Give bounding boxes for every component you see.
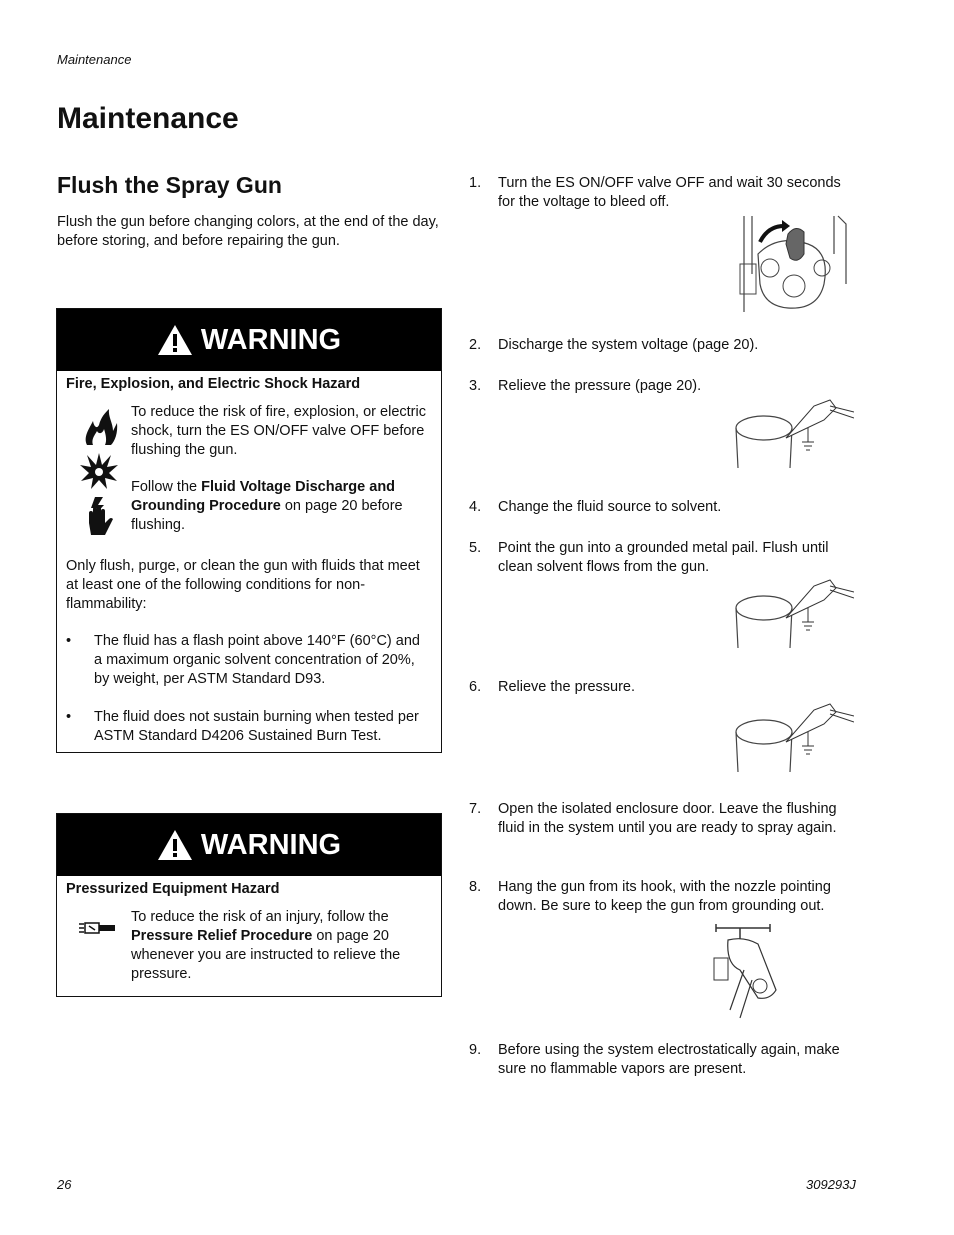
section-title: Flush the Spray Gun	[57, 172, 282, 198]
step-6: 6. Relieve the pressure.	[469, 679, 636, 695]
electric-shock-icon	[79, 495, 119, 539]
hazard-title: Fire, Explosion, and Electric Shock Hazard	[66, 376, 361, 392]
valve-illustration	[738, 214, 854, 316]
explosion-icon	[79, 451, 119, 491]
step-2: 2. Discharge the system voltage (page 20).	[469, 337, 759, 353]
warning-triangle-icon	[157, 324, 193, 356]
warning-paragraph: To reduce the risk of an injury, follow the Pressure Relief Procedure on page 20 whenever you are instructed to relieve the pressure.	[131, 909, 401, 982]
list-item: • The fluid does not sustain burning when tested per ASTM Standard D4206 Sustained Burn Test.	[66, 709, 419, 744]
intro-paragraph: Flush the gun before changing colors, at the end of the day, before storing, and before repairing the gun.	[57, 214, 439, 249]
warning-triangle-icon	[157, 829, 193, 861]
page-number: 26	[57, 1177, 72, 1192]
gun-in-pail-illustration	[734, 702, 854, 778]
warning-label: WARNING	[200, 323, 342, 356]
warning-banner	[57, 814, 441, 876]
condition-list	[66, 632, 432, 746]
procedure-reference: Pressure Relief Procedure	[131, 928, 313, 944]
warning-paragraph-3: Only flush, purge, or clean the gun with fluids that meet at least one of the following conditions for non-flammability:	[66, 558, 420, 612]
warning-paragraph-1: To reduce the risk of fire, explosion, or electric shock, turn the ES ON/OFF valve OFF before flushing the gun.	[131, 404, 426, 458]
warning-label: WARNING	[200, 828, 342, 861]
page-title: Maintenance	[57, 102, 239, 135]
warning-banner	[57, 309, 441, 371]
step-3: 3. Relieve the pressure (page 20).	[469, 378, 702, 394]
step-4: 4. Change the fluid source to solvent.	[469, 499, 722, 515]
step-8: 8. Hang the gun from its hook, with the nozzle pointing down. Be sure to keep the gun from grounding out.	[469, 879, 831, 914]
step-1: 1. Turn the ES ON/OFF valve OFF and wait 30 seconds for the voltage to bleed off.	[469, 175, 841, 210]
fire-icon	[79, 407, 119, 447]
warning-box-fire	[56, 308, 442, 753]
step-5: 5. Point the gun into a grounded metal pail. Flush until clean solvent flows from the gun.	[469, 540, 829, 575]
hanging-gun-illustration	[700, 920, 800, 1020]
gun-in-pail-illustration	[734, 398, 854, 474]
step-7: 7. Open the isolated enclosure door. Leave the flushing fluid in the system until you are ready to spray again.	[469, 801, 837, 836]
warning-box-pressure	[56, 813, 442, 997]
pressurized-equipment-icon	[79, 920, 119, 936]
procedure-reference: Fluid Voltage Discharge and Grounding Procedure	[131, 479, 396, 514]
warning-paragraph-2: Follow the Fluid Voltage Discharge and Grounding Procedure on page 20 before flushing.	[131, 479, 403, 533]
step-9: 9. Before using the system electrostatically again, make sure no flammable vapors are present.	[469, 1042, 840, 1077]
gun-in-pail-illustration	[734, 578, 854, 654]
document-number: 309293J	[806, 1177, 856, 1192]
hazard-title: Pressurized Equipment Hazard	[66, 881, 280, 897]
running-header: Maintenance	[57, 52, 132, 67]
list-item: • The fluid has a flash point above 140°F (60°C) and a maximum organic solvent concentration of 20%, by weight, per ASTM Standard D93.	[66, 633, 420, 687]
